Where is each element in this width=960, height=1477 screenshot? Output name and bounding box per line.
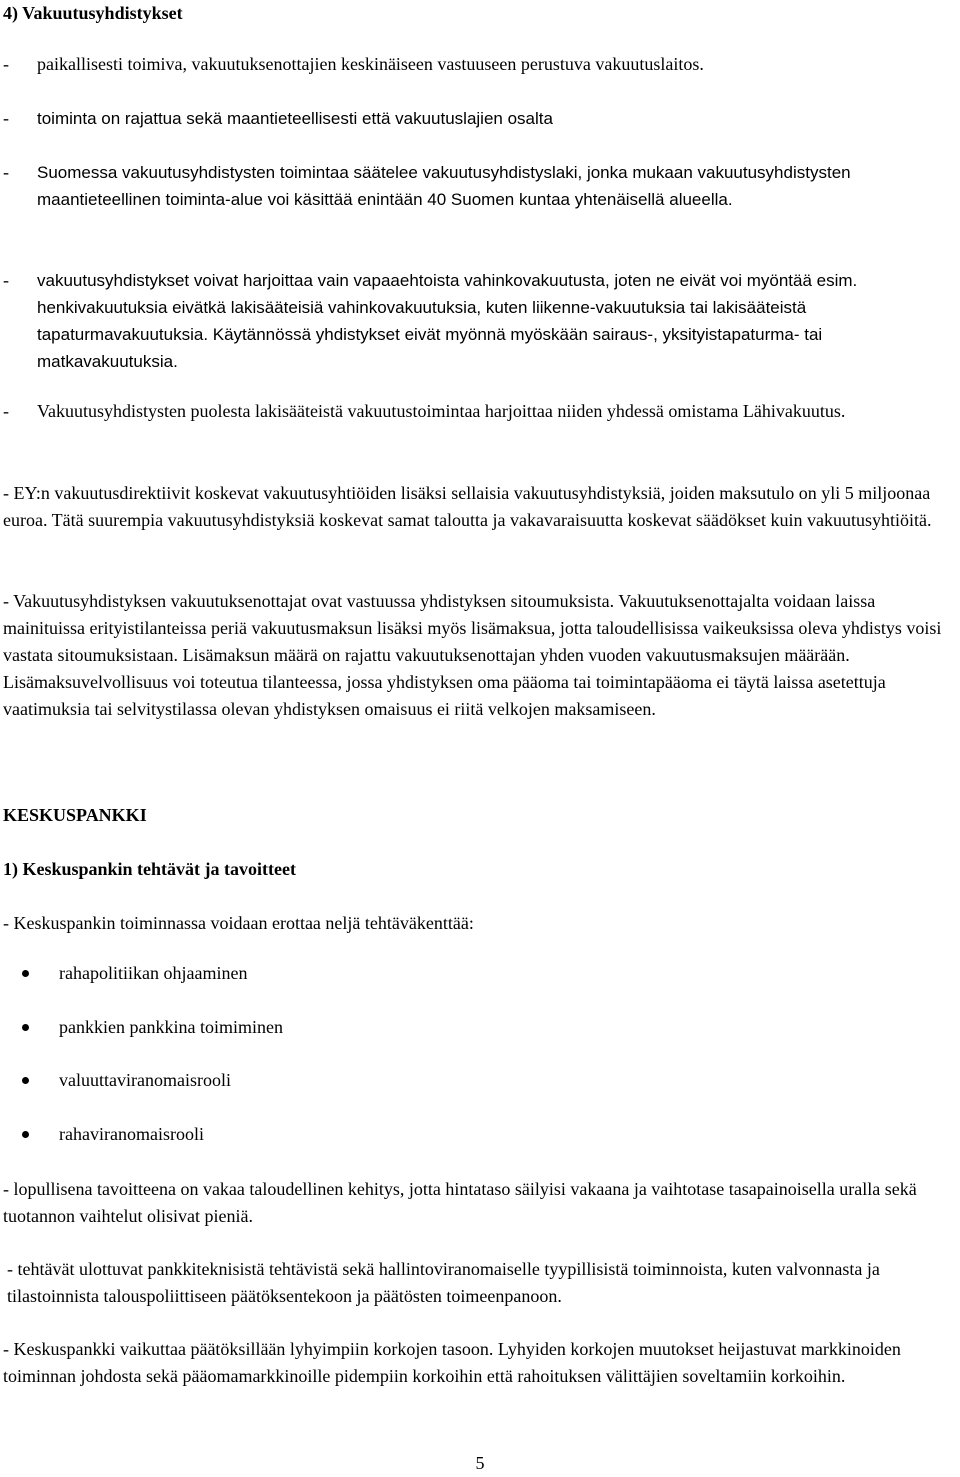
section-heading: 4) Vakuutusyhdistykset <box>3 3 183 23</box>
bullet-icon <box>22 1077 29 1084</box>
paragraph-member-liability: - Vakuutusyhdistyksen vakuutuksenottajat ovat vastuussa yhdistyksen sitoumuksista. Vakuutuksenottajalta voidaan laissa mainituissa erityistilanteissa periä vakuutusmaksun lisäksi myös lisämaksua, jotta taloudellisissa vaikeuksissa oleva yhdistys voisi vastata sitoumuksistaan. Lisämaksun määrä on rajattu vakuutuksenottajan yhden vuoden vakuutusmaksujen määrään. Lisämaksuvelvollisuus voi toteutua tilanteessa, jossa yhdistyksen oma pääoma tai toimintapääoma ei täytä laissa asetettuja vaatimuksia tai selvitystilassa olevan yhdistyksen omaisuus ei riitä velkojen maksamiseen. <box>3 591 942 719</box>
page-number: 5 <box>475 1453 485 1473</box>
keskuspankki-heading: KESKUSPANKKI <box>3 805 147 825</box>
bullet-icon <box>22 1131 29 1138</box>
paragraph-task-scope: - tehtävät ulottuvat pankkiteknisistä tehtävistä sekä hallintoviranomaiselle tyypillisistä toiminnoista, kuten valvonnasta ja tilastoinnista talouspoliittiseen päätöksentekoon ja päätösten toimeenpanoon. <box>7 1259 880 1306</box>
dash-marker: - <box>3 162 9 182</box>
intro-item <box>3 159 954 213</box>
intro-item <box>3 51 954 78</box>
task-bullet-item <box>22 1121 204 1148</box>
tasks-intro: - Keskuspankin toiminnassa voidaan erottaa neljä tehtäväkenttää: <box>3 913 474 933</box>
task-bullet-text: valuuttaviranomaisrooli <box>59 1070 231 1090</box>
task-bullet-text: rahapolitiikan ohjaaminen <box>59 963 248 983</box>
bullet-icon <box>22 970 29 977</box>
dash-marker: - <box>3 108 9 128</box>
intro-item <box>3 105 954 132</box>
intro-item-text: Suomessa vakuutusyhdistysten toimintaa säätelee vakuutusyhdistyslaki, jonka mukaan vakuutusyhdistysten maantieteellinen toiminta-alue voi käsittää enintään 40 Suomen kuntaa yhtenäisellä alueella. <box>37 163 851 209</box>
intro-item-text: vakuutusyhdistykset voivat harjoittaa vain vapaaehtoista vahinkovakuutusta, joten ne eivät voi myöntää esim. henkivakuutuksia eivätkä lakisääteisiä vahinkovakuutuksia, kuten liikenne-vakuutuksia tai lakisääteistä tapaturmavakuutuksia. Käytännössä yhdistykset eivät myönnä myöskään sairaus-, yksityistapaturma- tai matkavakuutuksia. <box>37 271 858 371</box>
dash-marker: - <box>3 401 9 421</box>
intro-item-text: Vakuutusyhdistysten puolesta lakisääteistä vakuutustoimintaa harjoittaa niiden yhdessä omistama Lähivakuutus. <box>37 401 846 421</box>
intro-item-text: toiminta on rajattua sekä maantieteellisesti että vakuutuslajien osalta <box>37 109 553 128</box>
paragraph-final-goal: - lopullisena tavoitteena on vakaa taloudellinen kehitys, jotta hintataso säilyisi vakaana ja vaihtotase tasapainoisella uralla sekä tuotannon vaihtelut olisivat pieniä. <box>3 1179 917 1226</box>
dash-marker: - <box>3 54 9 74</box>
bullet-icon <box>22 1024 29 1031</box>
subsection-heading: 1) Keskuspankin tehtävät ja tavoitteet <box>3 859 296 879</box>
task-bullet-item <box>22 960 247 987</box>
paragraph-interest-rates: - Keskuspankki vaikuttaa päätöksillään lyhyimpiin korkojen tasoon. Lyhyiden korkojen muutokset heijastuvat markkinoiden toiminnan johdosta sekä pääomamarkkinoille pidempiin korkoihin että rahoituksen välittäjien soveltamiin korkoihin. <box>3 1339 901 1386</box>
paragraph-ey-directives: - EY:n vakuutusdirektiivit koskevat vakuutusyhtiöiden lisäksi sellaisia vakuutusyhdistyksiä, joiden maksutulo on yli 5 miljoonaa euroa. Tätä suurempia vakuutusyhdistyksiä koskevat samat taloutta ja vakavaraisuutta koskevat säädökset kuin vakuutusyhtiöitä. <box>3 483 932 530</box>
dash-marker: - <box>3 270 9 290</box>
task-bullet-text: rahaviranomaisrooli <box>59 1124 204 1144</box>
intro-item <box>3 398 954 425</box>
intro-item-text: paikallisesti toimiva, vakuutuksenottajien keskinäiseen vastuuseen perustuva vakuutuslaitos. <box>37 54 704 74</box>
task-bullet-item <box>22 1067 231 1094</box>
task-bullet-text: pankkien pankkina toimiminen <box>59 1017 283 1037</box>
intro-item <box>3 267 954 375</box>
task-bullet-item <box>22 1014 283 1041</box>
